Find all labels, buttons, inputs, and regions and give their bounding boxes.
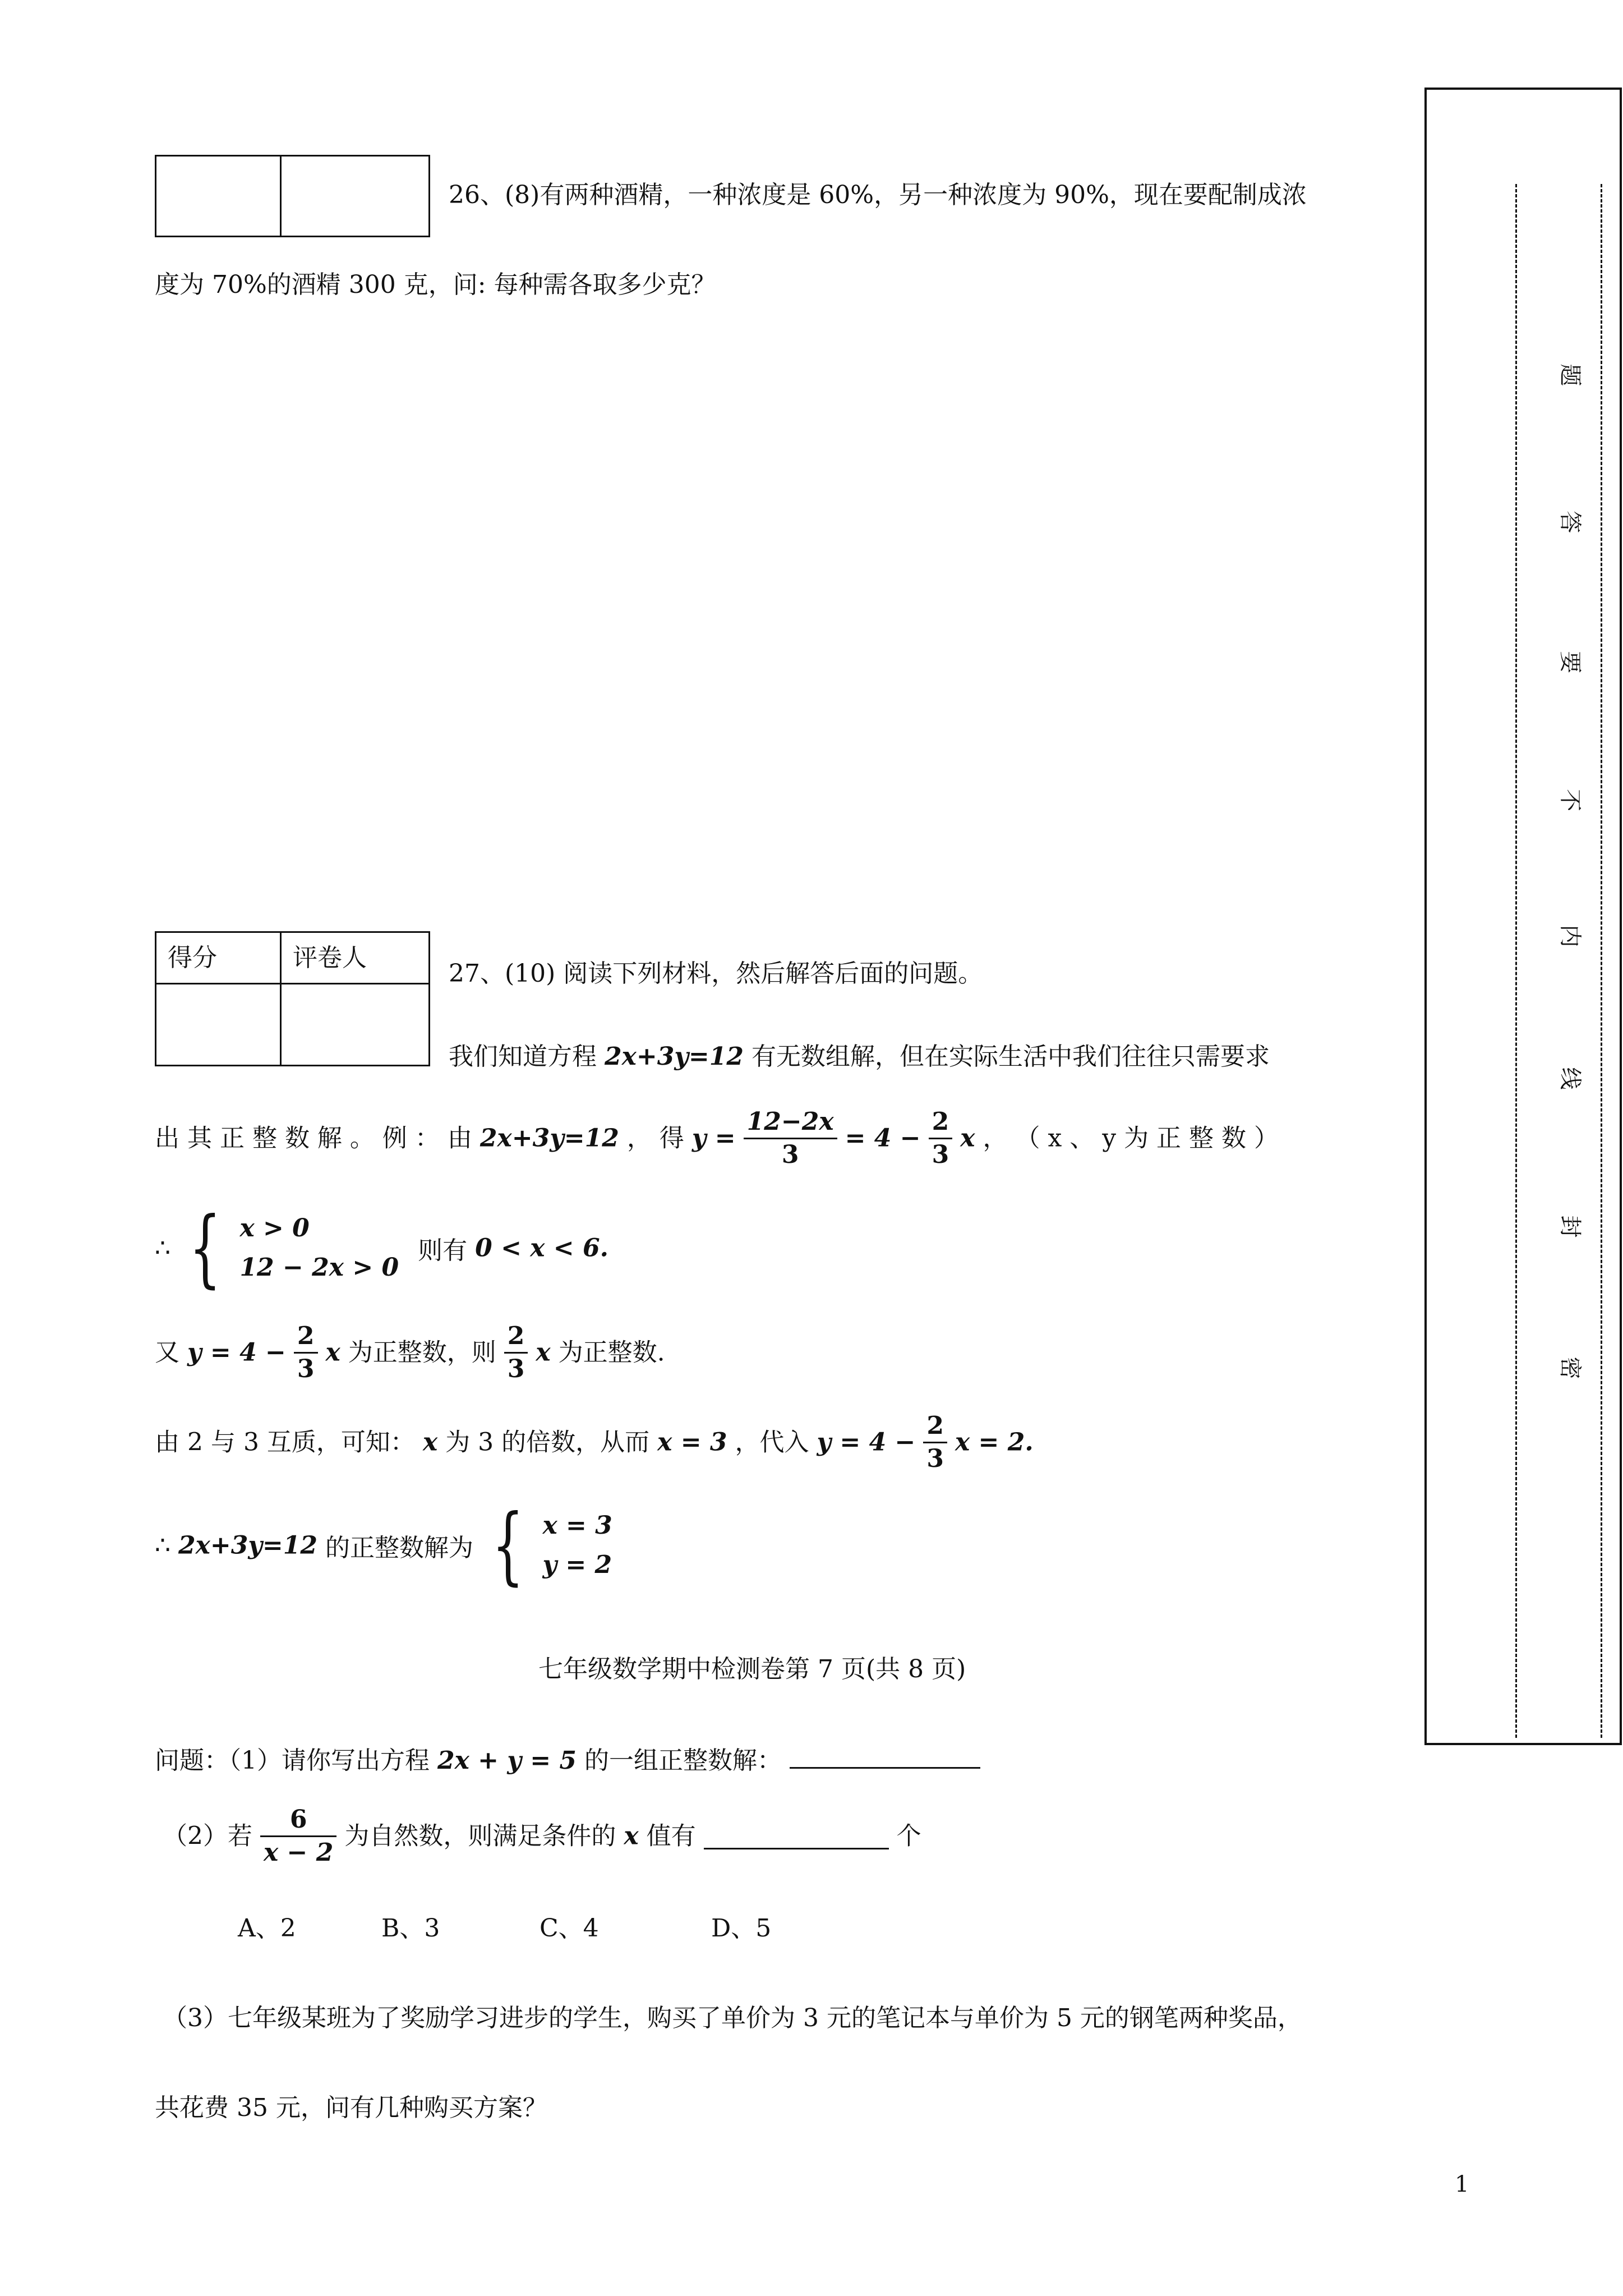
seal-char: 内 [1557,924,1583,947]
seal-char: 不 [1557,789,1583,812]
option-c[interactable]: C、4 [540,1914,599,1943]
fraction-denominator: 3 [781,1140,799,1169]
question-1-post: 的一组正整数解： [584,1746,782,1775]
q27-para4-post: 为正整数. [558,1338,665,1367]
q27-para4-mid: 为正整数，则 [348,1338,496,1367]
question-3-line2: 共花费 35 元，问有几种购买方案？ [155,2093,547,2122]
seal-char: 要 [1557,651,1583,674]
q27-para6-pre: ∴ [155,1531,170,1560]
fraction-numerator: 2 [929,1110,953,1139]
q27-para2-de: ， 得 [626,1124,684,1153]
system1-line-b: 12 − 2x > 0 [239,1253,399,1282]
q27-para4-eq: y = 4 − [187,1338,286,1367]
q27-system1 [239,1209,399,1288]
q27-para1 [449,1042,1270,1072]
q27-para5-eq2: y = 4 − [817,1428,916,1457]
q27-para1-equation: 2x+3y=12 [605,1042,744,1071]
question-1-equation: 2x + y = 5 [437,1746,577,1775]
option-b[interactable]: B、3 [381,1914,440,1943]
page-footer: 七年级数学期中检测卷第 7 页(共 8 页) [538,1655,966,1683]
question-2-mid: 为自然数，则满足条件的 [344,1821,616,1851]
q27-para6 [155,1497,612,1594]
question-2-x: x [624,1821,639,1851]
q27-para4-fraction2 [504,1324,528,1382]
seal-dashed-line-left [1515,184,1517,1738]
page-number: 1 [1455,2171,1469,2197]
q27-para5-eq: x = 3 [657,1428,727,1457]
q27-para2-x: x [960,1124,975,1153]
seal-char: 封 [1557,1215,1583,1238]
question-2-post: 值有 [646,1821,696,1851]
q27-system2 [542,1506,612,1585]
q27-para1-post: 有无数组解，但在实际生活中我们往往只需要求 [751,1042,1270,1071]
q27-para2-fraction [744,1107,837,1169]
q27-para5 [155,1411,1034,1473]
q26-line2: 度为 70%的酒精 300 克，问: 每种需各取多少克？ [155,270,716,299]
q27-para2-pre: 出 其 正 整 数 解 。 例 ： 由 [155,1124,472,1153]
fraction-denominator: x − 2 [264,1838,334,1867]
question-1-pre: 问题：（1）请你写出方程 [155,1746,430,1775]
fraction-numerator: 2 [504,1324,528,1354]
question-2-fraction [260,1807,336,1865]
q27-heading: 27、(10) 阅读下列材料，然后解答后面的问题。 [449,959,983,988]
question-2 [163,1807,921,1865]
q27-para6-mid: 的正整数解为 [325,1534,473,1562]
score-cell-empty [156,156,281,237]
q27-then: 则有 [418,1236,468,1265]
q27-para2-y: y = [691,1124,736,1153]
q27-para5-fraction [923,1411,947,1473]
fraction-denominator: 3 [926,1444,944,1473]
seal-line-box [1424,88,1622,1745]
answer-blank-2[interactable] [704,1823,889,1849]
brace-icon: { [189,1199,222,1297]
fraction-numerator: 2 [294,1324,318,1354]
score-table-q27 [155,931,430,1066]
seal-dashed-line-right [1601,184,1602,1738]
q27-para6-eq: 2x+3y=12 [178,1531,317,1560]
q27-para4-fraction [294,1324,318,1382]
system1-line-a: x > 0 [239,1213,310,1243]
q26-line1: 26、(8)有两种酒精，一种浓度是 60%，另一种浓度为 90%，现在要配制成浓 [449,181,1307,209]
q27-para5-x: x [422,1428,438,1457]
q27-para2 [155,1107,1279,1169]
grader-header: 评卷人 [281,932,430,984]
q27-para2-mid: = 4 − [845,1124,921,1153]
score-header: 得分 [156,932,281,984]
q27-para2-post: ， （ x 、 y 为 正 整 数 ） [983,1124,1279,1153]
q27-para1-pre: 我们知道方程 [449,1042,597,1071]
brace-icon: { [492,1497,524,1594]
option-a[interactable]: A、2 [238,1914,296,1943]
grader-cell [281,984,430,1066]
q27-para4-x2: x [536,1338,551,1367]
fraction-denominator: 3 [507,1355,525,1383]
score-table-q26 [155,155,430,237]
q27-para4-pre: 又 [155,1338,179,1367]
q27-para2-equation: 2x+3y=12 [479,1124,619,1153]
fraction-denominator: 3 [297,1355,315,1383]
question-1 [155,1742,980,1776]
score-cell [156,984,281,1066]
q27-para5-tail: x = 2. [955,1428,1034,1457]
q27-system1-block [155,1199,608,1297]
question-2-pre: （2）若 [163,1821,252,1851]
fraction-numerator: 6 [260,1807,336,1837]
seal-char: 题 [1557,364,1583,386]
seal-char: 线 [1557,1067,1583,1090]
therefore-symbol: ∴ [155,1234,170,1263]
seal-char: 答 [1557,510,1583,533]
q27-para4-x: x [325,1338,340,1367]
question-3-line1: （3）七年级某班为了奖励学习进步的学生，购买了单价为 3 元的笔记本与单价为 5 元的钢笔两种奖品， [163,2004,1302,2032]
system2-line-b: y = 2 [542,1550,612,1579]
system2-line-a: x = 3 [542,1511,612,1540]
option-d[interactable]: D、5 [711,1914,772,1943]
q27-para5-mid2: ，代入 [735,1428,809,1457]
q27-para5-pre: 由 2 与 3 互质，可知： [155,1428,415,1457]
answer-blank-1[interactable] [790,1742,980,1769]
fraction-denominator: 3 [932,1140,949,1169]
q27-para5-mid: 为 3 的倍数，从而 [445,1428,650,1457]
q27-para4 [155,1324,665,1382]
fraction-numerator: 2 [923,1414,947,1443]
q27-range: 0 < x < 6. [475,1234,608,1263]
grader-cell-empty [281,156,430,237]
seal-char: 密 [1557,1356,1583,1379]
question-2-tail: 个 [896,1821,921,1851]
fraction-numerator: 12−2x [744,1110,837,1139]
q27-para2-fraction2 [929,1107,953,1169]
